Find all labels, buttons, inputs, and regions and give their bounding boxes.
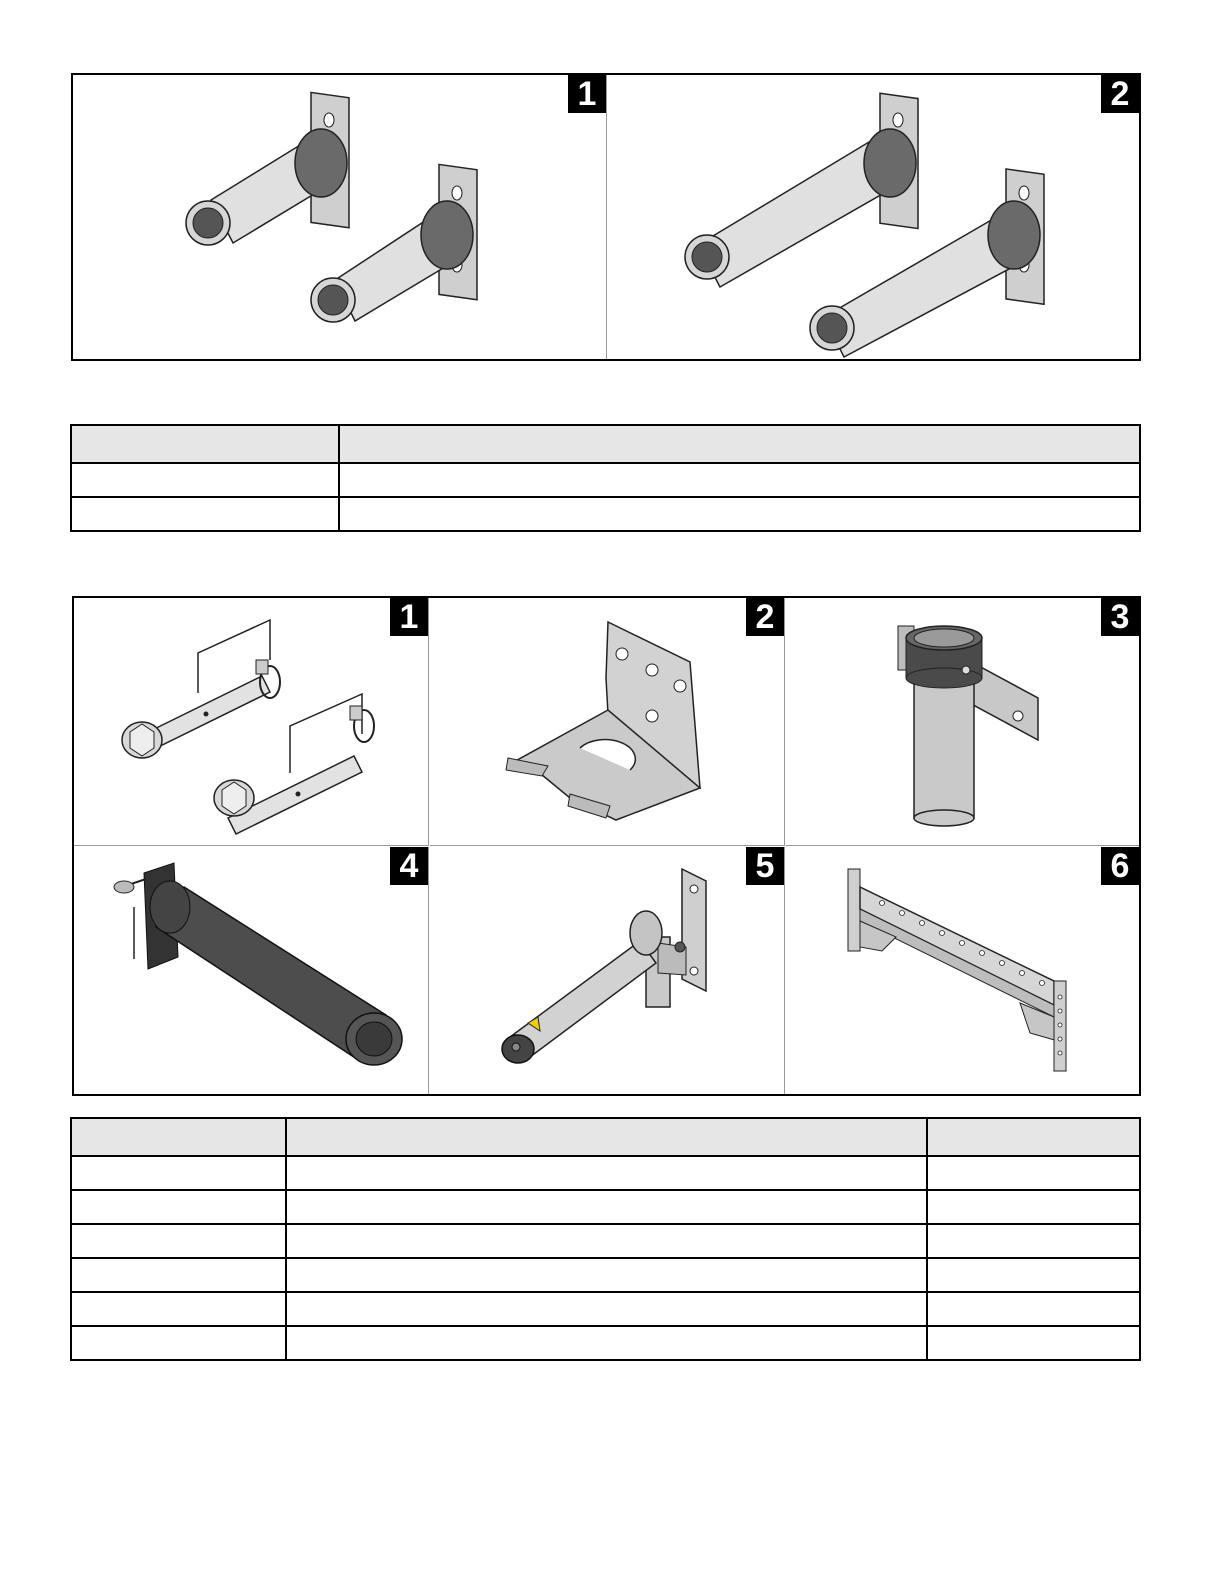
panel-number-badge: 2 [746, 598, 784, 636]
table-row [71, 497, 1140, 531]
table-cell [286, 1258, 927, 1292]
table-header-cell [71, 425, 339, 463]
table-cell [71, 1258, 286, 1292]
table-cell [286, 1156, 927, 1190]
padded-roller-icon [74, 847, 429, 1094]
table-header-cell [927, 1118, 1140, 1156]
table-cell [286, 1190, 927, 1224]
panel-number-badge: 3 [1101, 598, 1139, 636]
table-row [71, 1258, 1140, 1292]
table-header-cell [71, 1118, 286, 1156]
table-cell [71, 1190, 286, 1224]
table-cell [71, 463, 339, 497]
table-cell [339, 463, 1140, 497]
table-cell [71, 1326, 286, 1360]
sleeve-post-icon [786, 598, 1139, 846]
short-weight-horns-icon [73, 75, 607, 359]
table-cell [927, 1326, 1140, 1360]
parts-table-2 [70, 1117, 1141, 1361]
table-cell [286, 1292, 927, 1326]
table-header-row [71, 1118, 1140, 1156]
panel-number-badge: 5 [746, 847, 784, 885]
table-cell [286, 1326, 927, 1360]
bolt-pin-pair-icon [74, 598, 429, 846]
table-header-cell [339, 425, 1140, 463]
panel-number-badge: 1 [568, 75, 606, 113]
figure2-panel-1 [74, 598, 429, 846]
bent-bracket-icon [430, 598, 785, 846]
figure1-panel-2 [608, 75, 1139, 359]
figure2-panel-2 [430, 598, 785, 846]
figure-accessories [72, 596, 1141, 1096]
table-row [71, 463, 1140, 497]
table-cell [927, 1224, 1140, 1258]
panel-number-badge: 2 [1101, 75, 1139, 113]
table-row [71, 1190, 1140, 1224]
figure2-panel-5 [430, 847, 785, 1094]
table-cell [927, 1190, 1140, 1224]
table-row [71, 1326, 1140, 1360]
long-weight-horns-icon [608, 75, 1139, 359]
crossmember-beam-icon [786, 847, 1139, 1094]
panel-number-badge: 6 [1101, 847, 1139, 885]
figure-weight-horns [71, 73, 1141, 361]
table-header-cell [286, 1118, 927, 1156]
parts-table-1 [70, 424, 1141, 532]
panel-number-badge: 4 [390, 847, 428, 885]
table-cell [927, 1292, 1140, 1326]
swivel-arm-icon [430, 847, 785, 1094]
table-row [71, 1292, 1140, 1326]
table-cell [339, 497, 1140, 531]
figure1-panel-1 [73, 75, 607, 359]
table-cell [71, 497, 339, 531]
table-cell [927, 1156, 1140, 1190]
figure2-panel-3 [786, 598, 1139, 846]
table-cell [71, 1224, 286, 1258]
table-cell [71, 1156, 286, 1190]
panel-number-badge: 1 [390, 598, 428, 636]
figure2-panel-4 [74, 847, 429, 1094]
table-header-row [71, 425, 1140, 463]
figure2-panel-6 [786, 847, 1139, 1094]
table-cell [71, 1292, 286, 1326]
table-cell [286, 1224, 927, 1258]
table-row [71, 1156, 1140, 1190]
table-row [71, 1224, 1140, 1258]
table-cell [927, 1258, 1140, 1292]
